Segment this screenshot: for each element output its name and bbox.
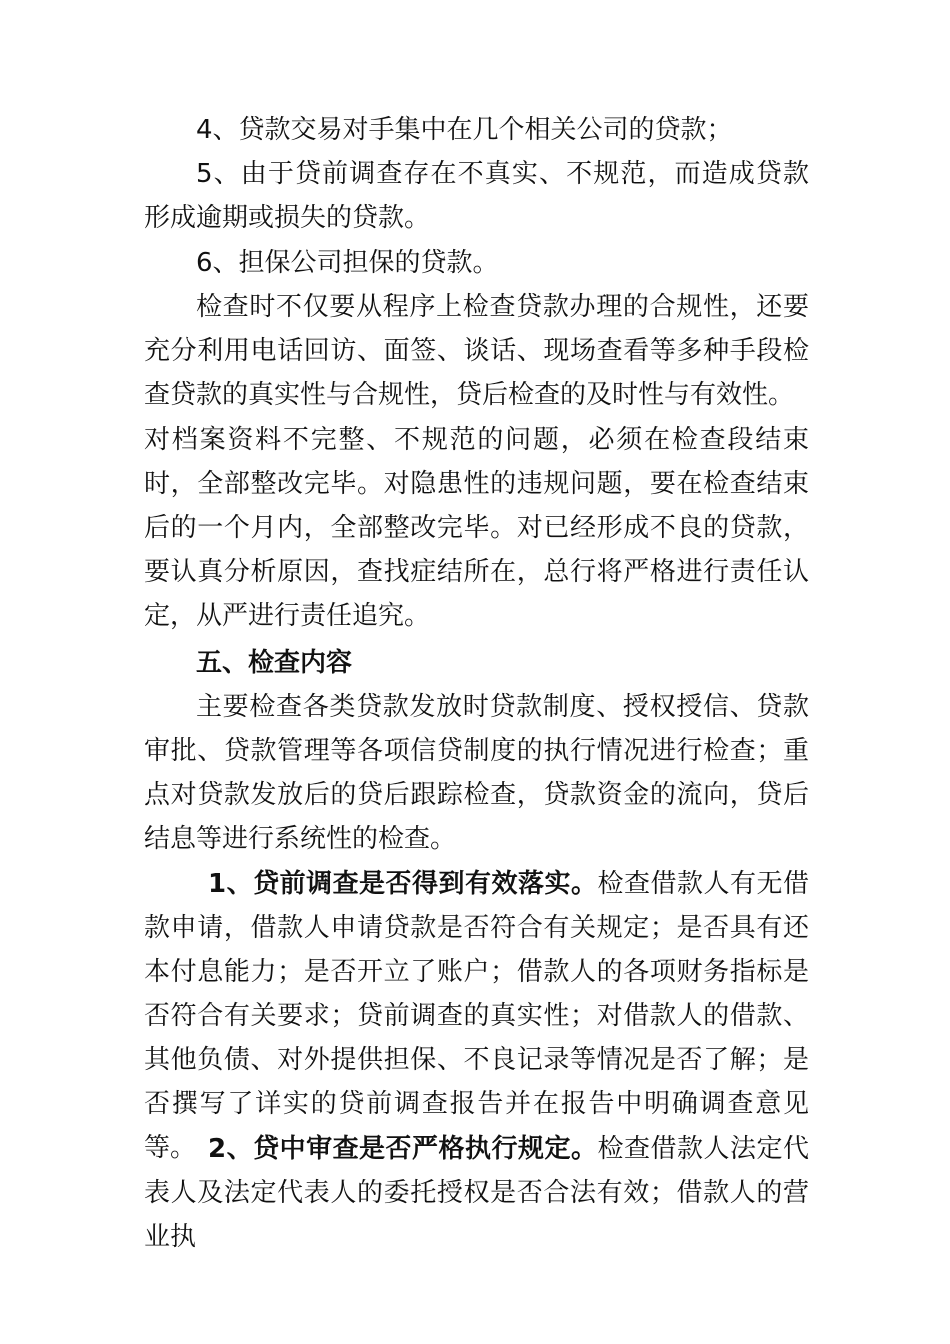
point-1-paragraph [144,862,809,1170]
point-1-body: 检查借款人有无借款申请，借款人申请贷款是否符合有关规定；是否具有还本付息能力；是否开立了账户；借款人的各项财务指标是否符合有关要求；贷前调查的真实性；对借款人的借款、其他负债、对外提供担保、不良记录等情况是否了解；是否撰写了详实的贷前调查报告并在报告中明确调查意见等。 [144,869,809,1163]
list-item-6: 6、担保公司担保的贷款。 [196,248,499,278]
list-item-5: 5、由于贷前调查存在不真实、不规范，而造成贷款形成逾期或损失的贷款。 [144,159,809,233]
point-2-heading: 2、贷中审查是否严格执行规定。 [208,1134,598,1164]
list-item-4: 4、贷款交易对手集中在几个相关公司的贷款； [196,115,733,145]
paragraph-check-method: 检查时不仅要从程序上检查贷款办理的合规性，还要充分利用电话回访、面签、谈话、现场查看等多种手段检查贷款的真实性与合规性，贷后检查的及时性与有效性。 [144,292,809,410]
paragraph-main-content: 主要检查各类贷款发放时贷款制度、授权授信、贷款审批、贷款管理等各项信贷制度的执行情况进行检查；重点对贷款发放后的贷后跟踪检查，贷款资金的流向，贷后结息等进行系统性的检查。 [144,692,809,854]
point-2-paragraph [144,1127,809,1259]
paragraph-rectification: 对档案资料不完整、不规范的问题，必须在检查段结束时，全部整改完毕。对隐患性的违规问题，要在检查结束后的一个月内，全部整改完毕。对已经形成不良的贷款，要认真分析原因，查找症结所在，总行将严格进行责任认定，从严进行责任追究。 [144,425,809,631]
point-2-body: 检查借款人法定代表人及法定代表人的委托授权是否合法有效；借款人的营业执 [144,1134,809,1252]
section-heading: 五、检查内容 [196,648,353,678]
point-1-heading: 1、贷前调查是否得到有效落实。 [208,869,598,899]
